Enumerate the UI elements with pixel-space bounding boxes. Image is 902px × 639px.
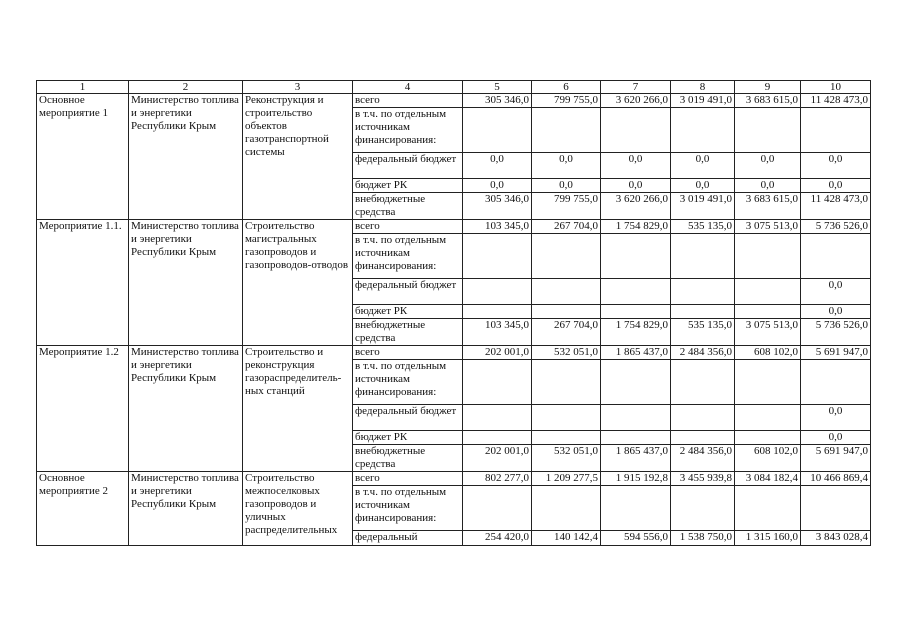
amount-cell: 0,0	[735, 179, 801, 193]
funding-source-cell: всего	[353, 220, 463, 234]
amount-cell	[532, 279, 601, 305]
table-row	[37, 346, 871, 360]
amount-cell: 0,0	[801, 405, 871, 431]
amount-cell	[671, 305, 735, 319]
amount-cell: 3 683 615,0	[735, 193, 801, 220]
amount-cell: 267 704,0	[532, 220, 601, 234]
funding-source-cell: всего	[353, 94, 463, 108]
amount-cell	[463, 431, 532, 445]
amount-cell: 267 704,0	[532, 319, 601, 346]
amount-cell	[601, 431, 671, 445]
amount-cell: 103 345,0	[463, 319, 532, 346]
amount-cell: 608 102,0	[735, 346, 801, 360]
amount-cell: 0,0	[671, 153, 735, 179]
amount-cell: 5 691 947,0	[801, 346, 871, 360]
amount-cell	[532, 305, 601, 319]
amount-cell: 0,0	[671, 179, 735, 193]
amount-cell: 3 620 266,0	[601, 193, 671, 220]
amount-cell	[601, 234, 671, 279]
funding-table	[36, 80, 871, 546]
amount-cell: 2 484 356,0	[671, 445, 735, 472]
amount-cell	[532, 405, 601, 431]
amount-cell	[463, 279, 532, 305]
amount-cell	[735, 279, 801, 305]
amount-cell: 3 620 266,0	[601, 94, 671, 108]
funding-source-cell: бюджет РК	[353, 305, 463, 319]
event-name-cell: Основное мероприятие 1	[37, 94, 129, 220]
amount-cell	[671, 279, 735, 305]
table-row	[37, 94, 871, 108]
amount-cell: 140 142,4	[532, 531, 601, 546]
amount-cell	[463, 234, 532, 279]
amount-cell: 594 556,0	[601, 531, 671, 546]
amount-cell	[801, 360, 871, 405]
amount-cell: 608 102,0	[735, 445, 801, 472]
amount-cell: 3 084 182,4	[735, 472, 801, 486]
amount-cell	[671, 234, 735, 279]
funding-source-cell: бюджет РК	[353, 431, 463, 445]
amount-cell: 1 865 437,0	[601, 445, 671, 472]
amount-cell: 5 736 526,0	[801, 220, 871, 234]
amount-cell: 3 843 028,4	[801, 531, 871, 546]
amount-cell	[532, 431, 601, 445]
funding-source-cell: федеральный бюджет	[353, 153, 463, 179]
funding-source-cell: федеральный бюджет	[353, 279, 463, 305]
amount-cell: 0,0	[801, 179, 871, 193]
amount-cell: 305 346,0	[463, 193, 532, 220]
activity-title-cell: Строительство магистральных газопроводов и газопроводов-отводов	[243, 220, 353, 346]
column-number-2: 2	[129, 81, 243, 94]
amount-cell	[601, 108, 671, 153]
executor-cell: Министерство топлива и энергетики Республики Крым	[129, 220, 243, 346]
amount-cell: 1 915 192,8	[601, 472, 671, 486]
amount-cell: 0,0	[801, 153, 871, 179]
column-number-1: 1	[37, 81, 129, 94]
amount-cell: 532 051,0	[532, 445, 601, 472]
amount-cell	[532, 360, 601, 405]
amount-cell	[735, 108, 801, 153]
funding-source-cell: федеральный	[353, 531, 463, 546]
amount-cell: 532 051,0	[532, 346, 601, 360]
amount-cell	[532, 234, 601, 279]
column-number-row	[37, 81, 871, 94]
amount-cell	[735, 405, 801, 431]
amount-cell	[801, 108, 871, 153]
amount-cell: 5 736 526,0	[801, 319, 871, 346]
funding-source-cell: всего	[353, 472, 463, 486]
amount-cell	[463, 360, 532, 405]
amount-cell: 0,0	[801, 279, 871, 305]
column-number-3: 3	[243, 81, 353, 94]
amount-cell	[671, 405, 735, 431]
amount-cell: 202 001,0	[463, 346, 532, 360]
funding-source-cell: всего	[353, 346, 463, 360]
funding-source-cell: в т.ч. по отдельным источникам финансирования:	[353, 486, 463, 531]
amount-cell	[735, 234, 801, 279]
amount-cell	[801, 234, 871, 279]
column-number-4: 4	[353, 81, 463, 94]
funding-source-cell: внебюджетные средства	[353, 319, 463, 346]
amount-cell: 3 019 491,0	[671, 193, 735, 220]
amount-cell	[463, 108, 532, 153]
amount-cell	[463, 305, 532, 319]
activity-title-cell: Реконструкция и строительство объектов газотранспортной системы	[243, 94, 353, 220]
amount-cell	[735, 305, 801, 319]
executor-cell: Министерство топлива и энергетики Республики Крым	[129, 472, 243, 546]
executor-cell: Министерство топлива и энергетики Республики Крым	[129, 346, 243, 472]
amount-cell: 1 538 750,0	[671, 531, 735, 546]
amount-cell: 254 420,0	[463, 531, 532, 546]
funding-source-cell: внебюджетные средства	[353, 193, 463, 220]
amount-cell	[601, 405, 671, 431]
amount-cell	[532, 108, 601, 153]
amount-cell: 0,0	[463, 179, 532, 193]
amount-cell	[671, 486, 735, 531]
amount-cell	[463, 405, 532, 431]
amount-cell	[671, 431, 735, 445]
funding-source-cell: внебюджетные средства	[353, 445, 463, 472]
amount-cell: 0,0	[463, 153, 532, 179]
amount-cell: 11 428 473,0	[801, 94, 871, 108]
amount-cell: 3 683 615,0	[735, 94, 801, 108]
amount-cell: 0,0	[801, 431, 871, 445]
amount-cell	[735, 360, 801, 405]
amount-cell: 1 754 829,0	[601, 220, 671, 234]
amount-cell: 535 135,0	[671, 220, 735, 234]
amount-cell: 3 019 491,0	[671, 94, 735, 108]
activity-title-cell: Строительство межпоселковых газопроводов и уличных распределительных	[243, 472, 353, 546]
amount-cell: 0,0	[601, 153, 671, 179]
event-name-cell: Мероприятие 1.2	[37, 346, 129, 472]
amount-cell	[601, 360, 671, 405]
amount-cell: 10 466 869,4	[801, 472, 871, 486]
executor-cell: Министерство топлива и энергетики Республики Крым	[129, 94, 243, 220]
table-row	[37, 220, 871, 234]
amount-cell: 535 135,0	[671, 319, 735, 346]
amount-cell: 1 209 277,5	[532, 472, 601, 486]
amount-cell: 11 428 473,0	[801, 193, 871, 220]
amount-cell: 1 865 437,0	[601, 346, 671, 360]
amount-cell: 3 455 939,8	[671, 472, 735, 486]
activity-title-cell: Строительство и реконструкция газораспределитель-ных станций	[243, 346, 353, 472]
amount-cell: 0,0	[601, 179, 671, 193]
amount-cell	[601, 279, 671, 305]
column-number-9: 9	[735, 81, 801, 94]
amount-cell: 2 484 356,0	[671, 346, 735, 360]
amount-cell	[671, 360, 735, 405]
event-name-cell: Мероприятие 1.1.	[37, 220, 129, 346]
funding-source-cell: бюджет РК	[353, 179, 463, 193]
amount-cell: 103 345,0	[463, 220, 532, 234]
funding-source-cell: федеральный бюджет	[353, 405, 463, 431]
amount-cell: 202 001,0	[463, 445, 532, 472]
funding-source-cell: в т.ч. по отдельным источникам финансирования:	[353, 108, 463, 153]
amount-cell	[801, 486, 871, 531]
column-number-10: 10	[801, 81, 871, 94]
amount-cell	[735, 431, 801, 445]
amount-cell: 3 075 513,0	[735, 220, 801, 234]
amount-cell: 0,0	[532, 153, 601, 179]
amount-cell: 802 277,0	[463, 472, 532, 486]
table-body	[37, 81, 871, 546]
amount-cell	[735, 486, 801, 531]
amount-cell	[463, 486, 532, 531]
amount-cell: 3 075 513,0	[735, 319, 801, 346]
amount-cell: 0,0	[801, 305, 871, 319]
amount-cell: 0,0	[532, 179, 601, 193]
amount-cell: 799 755,0	[532, 193, 601, 220]
amount-cell: 5 691 947,0	[801, 445, 871, 472]
amount-cell: 1 315 160,0	[735, 531, 801, 546]
amount-cell: 799 755,0	[532, 94, 601, 108]
amount-cell: 0,0	[735, 153, 801, 179]
amount-cell	[532, 486, 601, 531]
column-number-6: 6	[532, 81, 601, 94]
amount-cell	[601, 305, 671, 319]
amount-cell: 1 754 829,0	[601, 319, 671, 346]
column-number-7: 7	[601, 81, 671, 94]
amount-cell	[671, 108, 735, 153]
amount-cell	[601, 486, 671, 531]
funding-source-cell: в т.ч. по отдельным источникам финансирования:	[353, 234, 463, 279]
table-row	[37, 472, 871, 486]
funding-source-cell: в т.ч. по отдельным источникам финансирования:	[353, 360, 463, 405]
column-number-5: 5	[463, 81, 532, 94]
amount-cell: 305 346,0	[463, 94, 532, 108]
event-name-cell: Основное мероприятие 2	[37, 472, 129, 546]
column-number-8: 8	[671, 81, 735, 94]
